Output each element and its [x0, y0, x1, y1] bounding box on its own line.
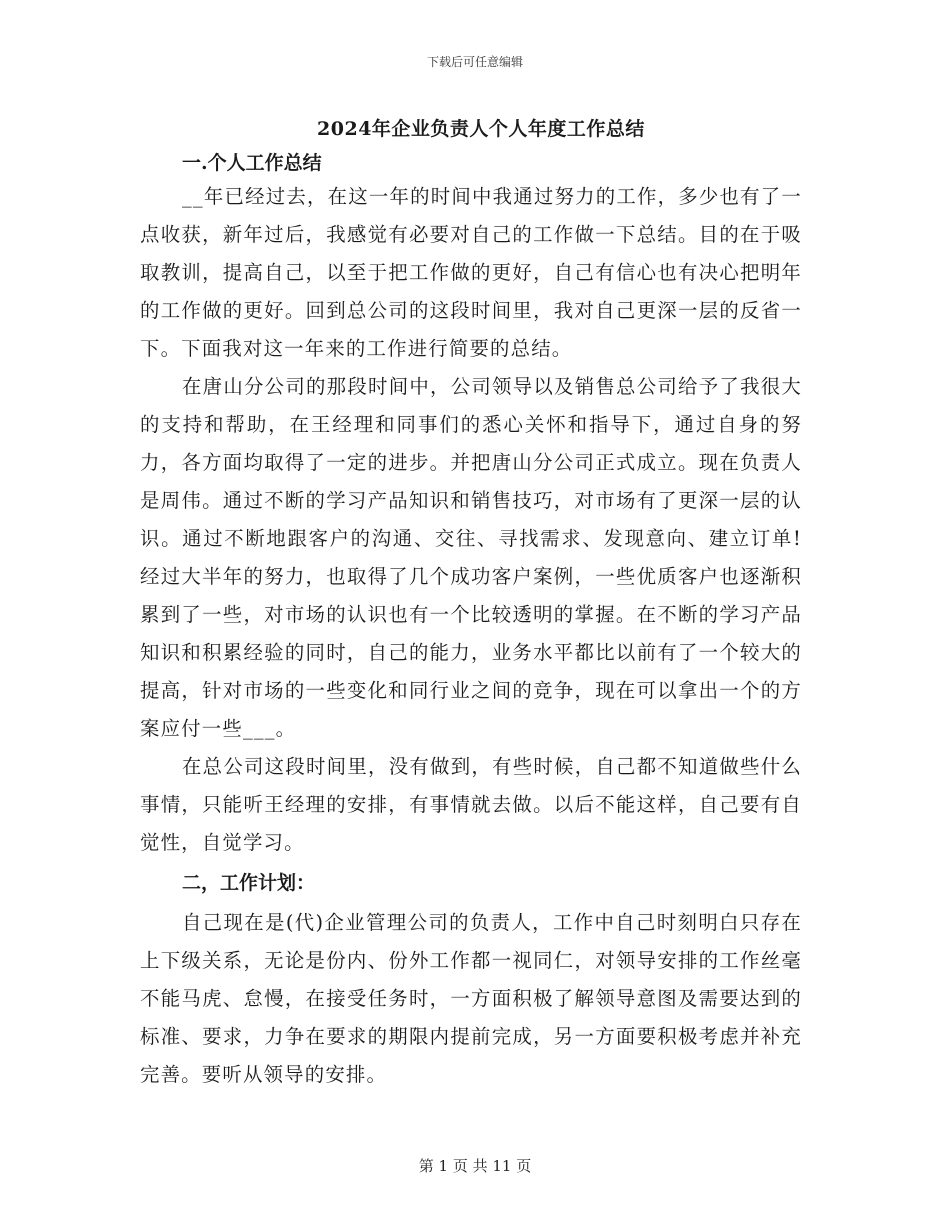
paragraph: 在唐山分公司的那段时间中，公司领导以及销售总公司给予了我很大的支持和帮助，在王经理和同事们的悉心关怀和指导下，通过自身的努力，各方面均取得了一定的进步。并把唐山分公司正式成立。现在负责人是周伟。通过不断的学习产品知识和销售技巧，对市场有了更深一层的认识。通过不断地跟客户的沟通、交往、寻找需求、发现意向、建立订单!经过大半年的努力，也取得了几个成功客户案例，一些优质客户也逐渐积累到了一些，对市场的认识也有一个比较透明的掌握。在不断的学习产品知识和积累经验的同时，自己的能力，业务水平都比以前有了一个较大的提高，针对市场的一些变化和同行业之间的竞争，现在可以拿出一个的方案应付一些___。 — [140, 375, 802, 740]
document-title: 2024年企业负责人个人年度工作总结 — [317, 118, 645, 140]
page-header-note: 下载后可任意编辑 — [426, 55, 523, 69]
section-heading-work-plan: 二，工作计划： — [182, 872, 316, 894]
section-heading-personal-summary: 一.个人工作总结 — [182, 152, 322, 174]
page-number: 第 1 页 共 11 页 — [418, 1157, 532, 1175]
document-body — [140, 114, 802, 1094]
paragraph: 自己现在是(代)企业管理公司的负责人，工作中自己时刻明白只存在上下级关系，无论是份内、份外工作都一视同仁，对领导安排的工作丝毫不能马虎、怠慢，在接受任务时，一方面积极了解领导意图及需要达到的标准、要求，力争在要求的期限内提前完成，另一方面要积极考虑并补充完善。要听从领导的安排。 — [140, 911, 802, 1086]
paragraph: __年已经过去，在这一年的时间中我通过努力的工作，多少也有了一点收获，新年过后，我感觉有必要对自己的工作做一下总结。目的在于吸取教训，提高自己，以至于把工作做的更好，自己有信心也有决心把明年的工作做的更好。回到总公司的这段时间里，我对自己更深一层的反省一下。下面我对这一年来的工作进行简要的总结。 — [140, 185, 802, 360]
paragraph: 在总公司这段时间里，没有做到，有些时候，自己都不知道做些什么事情，只能听王经理的安排，有事情就去做。以后不能这样，自己要有自觉性，自觉学习。 — [140, 755, 802, 854]
